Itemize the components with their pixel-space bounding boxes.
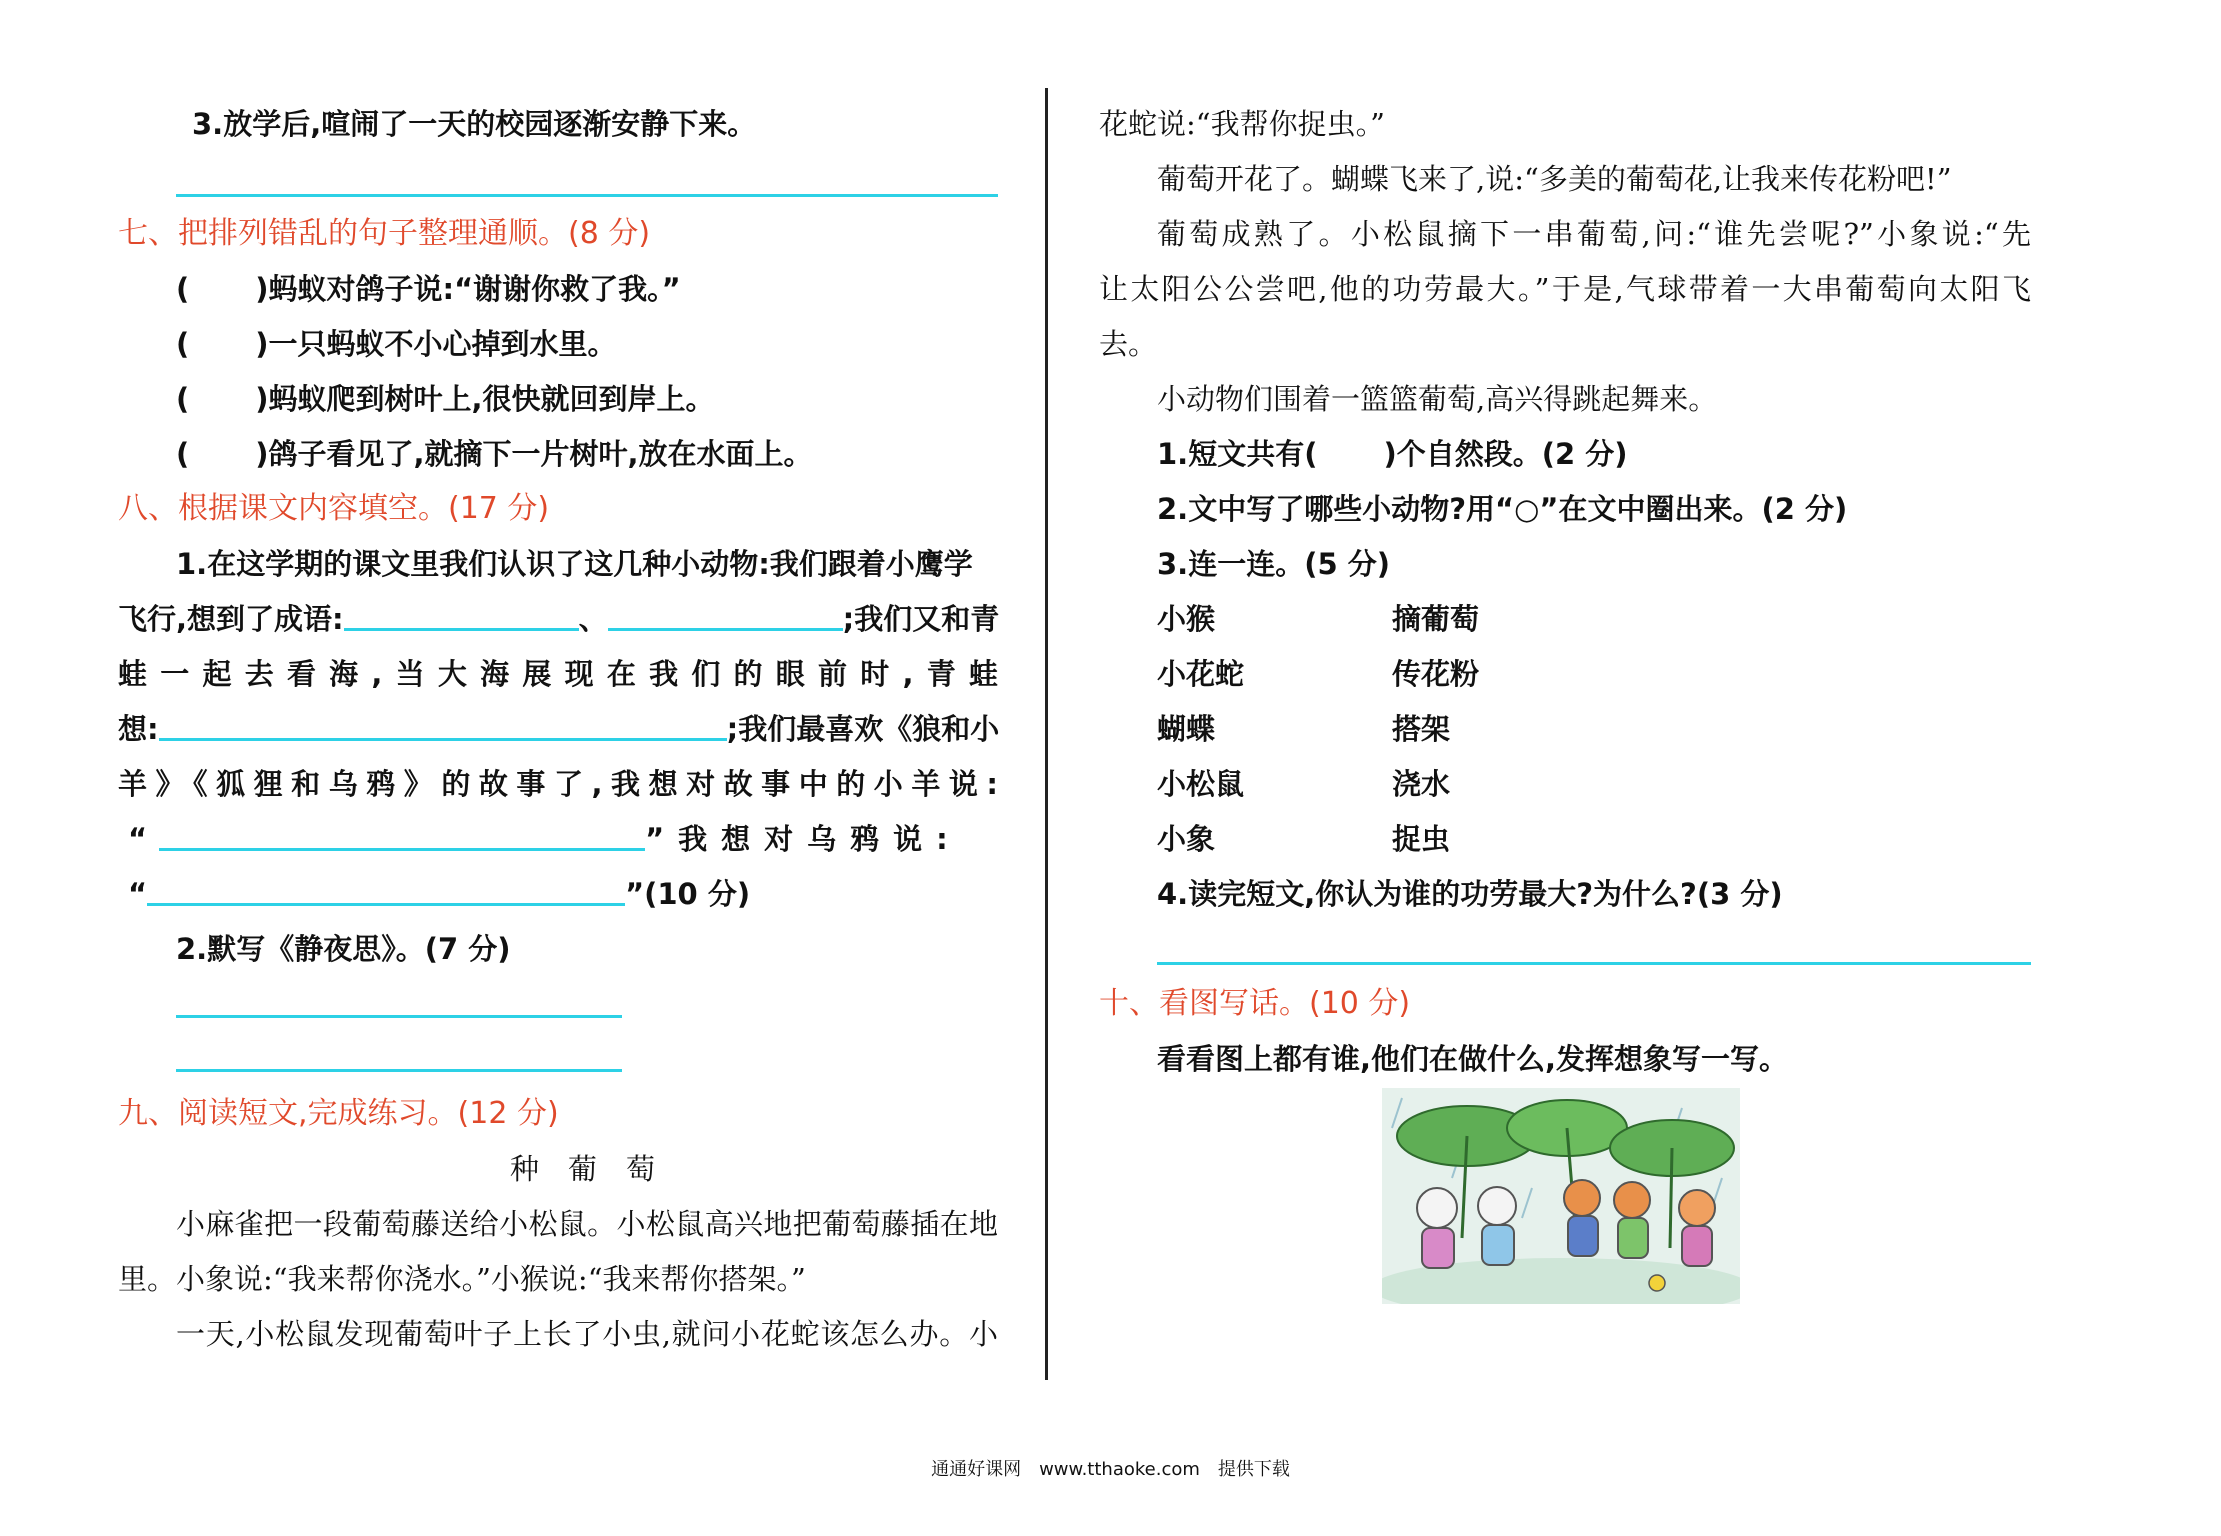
fill-blank[interactable] bbox=[159, 710, 727, 741]
q8-1-line6: “ ”我想对乌鸦说: bbox=[128, 822, 962, 856]
animals-in-rain-illustration bbox=[1382, 1088, 1740, 1304]
match-left-item[interactable]: 小松鼠 bbox=[1157, 767, 1245, 801]
section-10-prompt: 看看图上都有谁,他们在做什么,发挥想象写一写。 bbox=[1157, 1042, 1789, 1076]
fill-blank[interactable] bbox=[344, 600, 579, 631]
q6-item-3: 3.放学后,喧闹了一天的校园逐渐安静下来。 bbox=[192, 107, 757, 141]
match-left-item[interactable]: 小猴 bbox=[1157, 602, 1216, 636]
reorder-item: ( )鸽子看见了,就摘下一片树叶,放在水面上。 bbox=[176, 437, 813, 471]
story-line: 让太阳公公尝吧,他的功劳最大。”于是,气球带着一大串葡萄向太阳飞 bbox=[1099, 272, 2031, 306]
q9-4: 4.读完短文,你认为谁的功劳最大?为什么?(3 分) bbox=[1157, 877, 1783, 911]
match-right-item[interactable]: 传花粉 bbox=[1392, 657, 1480, 691]
q8-1-line3: 蛙一起去看海,当大海展现在我们的眼前时,青蛙 bbox=[118, 657, 998, 691]
match-left-item[interactable]: 蝴蝶 bbox=[1157, 712, 1216, 746]
q9-2: 2.文中写了哪些小动物?用“○”在文中圈出来。(2 分) bbox=[1157, 492, 1848, 526]
footer-credit: 通通好课网 www.tthaoke.com 提供下载 bbox=[931, 1459, 1290, 1480]
story-line: 葡萄成熟了。小松鼠摘下一串葡萄,问:“谁先尝呢?”小象说:“先 bbox=[1157, 217, 2031, 251]
section-8-title: 八、根据课文内容填空。(17 分) bbox=[118, 491, 550, 526]
story-title: 种 葡 萄 bbox=[510, 1152, 656, 1186]
answer-line[interactable] bbox=[176, 1015, 622, 1018]
story-line: 花蛇说:“我帮你捉虫。” bbox=[1099, 107, 1385, 141]
q8-1-line4: 想: ;我们最喜欢《狼和小 bbox=[118, 712, 1000, 746]
q8-1-line7: “ ”(10 分) bbox=[128, 877, 751, 911]
q8-1-line2: 飞行,想到了成语: 、 ;我们又和青 bbox=[118, 602, 1000, 636]
story-line: 小动物们围着一篮篮葡萄,高兴得跳起舞来。 bbox=[1157, 382, 1718, 416]
story-line: 一天,小松鼠发现葡萄叶子上长了小虫,就问小花蛇该怎么办。小 bbox=[176, 1317, 998, 1351]
q8-1-line1: 1.在这学期的课文里我们认识了这几种小动物:我们跟着小鹰学 bbox=[176, 547, 973, 581]
match-right-item[interactable]: 捉虫 bbox=[1392, 822, 1451, 856]
q8-1-line5: 羊》《狐狸和乌鸦》的故事了,我想对故事中的小羊说: bbox=[118, 767, 998, 801]
reorder-item: ( )蚂蚁爬到树叶上,很快就回到岸上。 bbox=[176, 382, 715, 416]
story-line: 葡萄开花了。蝴蝶飞来了,说:“多美的葡萄花,让我来传花粉吧!” bbox=[1157, 162, 1952, 196]
story-line: 去。 bbox=[1099, 327, 1158, 361]
section-9-title: 九、阅读短文,完成练习。(12 分) bbox=[118, 1096, 559, 1131]
fill-blank[interactable] bbox=[159, 820, 645, 851]
match-left-item[interactable]: 小象 bbox=[1157, 822, 1216, 856]
reorder-item: ( )蚂蚁对鸽子说:“谢谢你救了我。” bbox=[176, 272, 681, 306]
match-right-item[interactable]: 搭架 bbox=[1392, 712, 1451, 746]
illustration-image bbox=[1382, 1088, 1740, 1304]
section-10-title: 十、看图写话。(10 分) bbox=[1099, 986, 1411, 1021]
story-line: 小麻雀把一段葡萄藤送给小松鼠。小松鼠高兴地把葡萄藤插在地 bbox=[176, 1207, 998, 1241]
column-divider bbox=[1045, 88, 1048, 1380]
match-right-item[interactable]: 浇水 bbox=[1392, 767, 1451, 801]
section-7-title: 七、把排列错乱的句子整理通顺。(8 分) bbox=[118, 216, 651, 251]
q9-1: 1.短文共有( )个自然段。(2 分) bbox=[1157, 437, 1628, 471]
fill-blank[interactable] bbox=[147, 875, 625, 906]
answer-line[interactable] bbox=[1157, 962, 2031, 965]
match-left-item[interactable]: 小花蛇 bbox=[1157, 657, 1245, 691]
story-line: 里。小象说:“我来帮你浇水。”小猴说:“我来帮你搭架。” bbox=[118, 1262, 806, 1296]
q8-2: 2.默写《静夜思》。(7 分) bbox=[176, 932, 511, 966]
fill-blank[interactable] bbox=[608, 600, 843, 631]
reorder-item: ( )一只蚂蚁不小心掉到水里。 bbox=[176, 327, 617, 361]
answer-line[interactable] bbox=[176, 1069, 622, 1072]
q9-3: 3.连一连。(5 分) bbox=[1157, 547, 1390, 581]
match-right-item[interactable]: 摘葡萄 bbox=[1392, 602, 1480, 636]
answer-line[interactable] bbox=[176, 194, 998, 197]
